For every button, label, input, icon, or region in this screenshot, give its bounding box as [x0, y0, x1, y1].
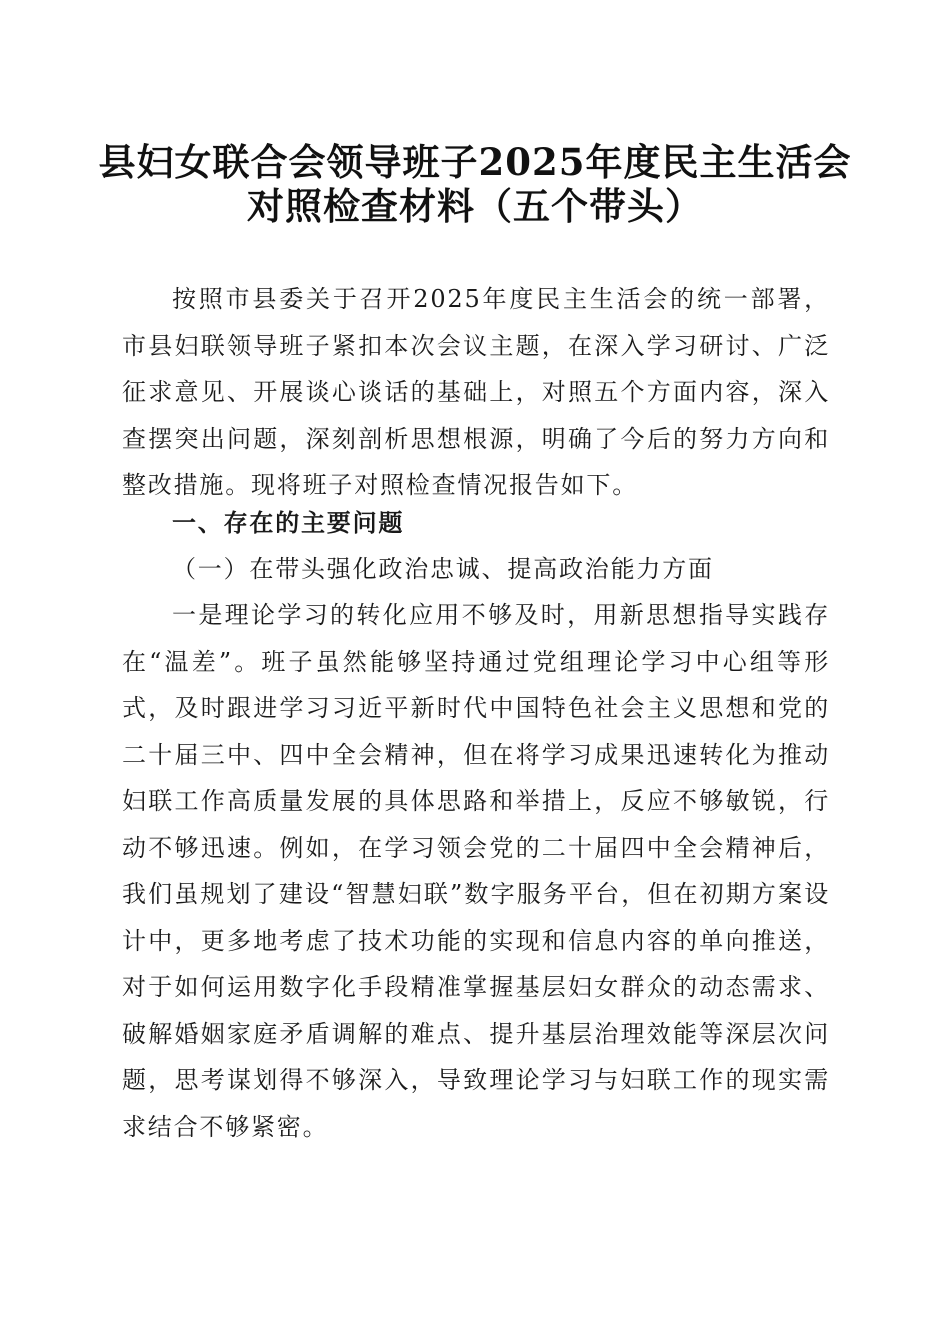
document-title-line-1: 县妇女联合会领导班子2025年度民主生活会 — [98, 140, 852, 184]
section-heading: 一、存在的主要问题 — [172, 509, 405, 537]
body-paragraph: 一是理论学习的转化应用不够及时，用新思想指导实践存在“温差”。班子虽然能够坚持通过党组理论学习中心组等形式，及时跟进学习习近平新时代中国特色社会主义思想和党的二十届三中、四中全会精神，但在将学习成果迅速转化为推动妇联工作高质量发展的具体思路和举措上，反应不够敏锐，行动不够迅速。例如，在学习领会党的二十届四中全会精神后，我们虽规划了建设“智慧妇联”数字服务平台，但在初期方案设计中，更多地考虑了技术功能的实现和信息内容的单向推送，对于如何运用数字化手段精准掌握基层妇女群众的动态需求、破解婚姻家庭矛盾调解的难点、提升基层治理效能等深层次问题，思考谋划得不够深入，导致理论学习与妇联工作的现实需求结合不够紧密。 — [122, 601, 830, 1141]
intro-paragraph: 按照市县委关于召开2025年度民主生活会的统一部署，市县妇联领导班子紧扣本次会议主题，在深入学习研讨、广泛征求意见、开展谈心谈话的基础上，对照五个方面内容，深入查摆突出问题，深刻剖析思想根源，明确了今后的努力方向和整改措施。现将班子对照检查情况报告如下。 — [122, 285, 830, 499]
subsection-heading: （一）在带头强化政治忠诚、提高政治能力方面 — [172, 555, 714, 583]
document-title-line-2: 对照检查材料（五个带头） — [247, 184, 703, 228]
